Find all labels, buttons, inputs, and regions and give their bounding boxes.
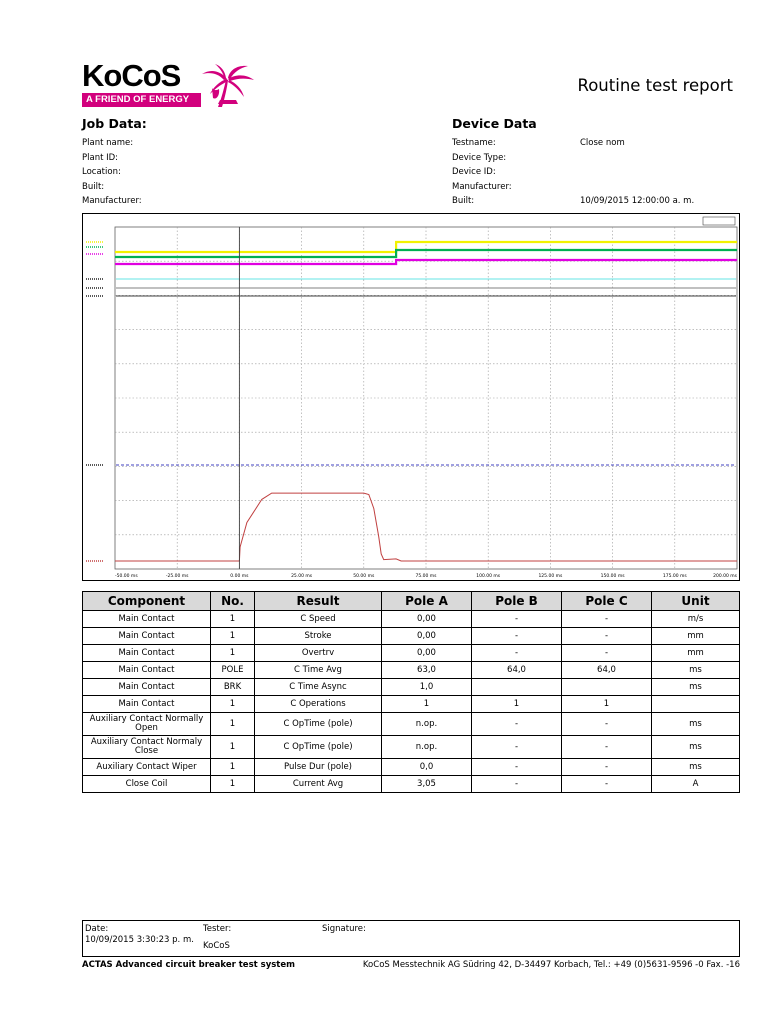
table-row [83,776,740,793]
field-row [452,151,740,166]
table-cell: 1 [211,645,255,662]
table-cell: ms [652,662,740,679]
field-row [452,180,740,195]
job-data-fields [82,136,382,209]
table-row [83,696,740,713]
field-row [82,151,382,166]
table-cell: A [652,776,740,793]
x-tick-label: 50.00 ms [353,574,375,579]
table-cell: - [562,713,652,736]
kocos-logo [82,58,254,108]
x-tick-label: 0.00 ms [230,574,249,579]
table-cell: - [472,776,562,793]
table-cell: C Speed [255,611,382,628]
field-row [82,180,382,195]
column-header: Pole C [562,592,652,611]
footer-signature-box [82,920,740,957]
field-label: Device ID: [452,167,496,177]
table-cell: 1 [382,696,472,713]
table-cell: 0,00 [382,611,472,628]
x-tick-label: 25.00 ms [291,574,313,579]
waveform-chart-svg [83,214,739,580]
table-row [83,713,740,736]
table-cell: 3,05 [382,776,472,793]
table-cell: C Time Async [255,679,382,696]
table-cell: Stroke [255,628,382,645]
table-cell: Main Contact [83,662,211,679]
field-row [82,136,382,151]
table-row [83,679,740,696]
table-cell: Auxiliary Contact Normally Open [83,713,211,736]
table-cell: - [562,736,652,759]
field-row [452,136,740,151]
table-cell: C OpTime (pole) [255,713,382,736]
logo-tagline: A FRIEND OF ENERGY [82,93,201,107]
table-cell: n.op. [382,713,472,736]
table-cell: n.op. [382,736,472,759]
table-row [83,662,740,679]
system-name: ACTAS Advanced circuit breaker test system [82,960,295,970]
table-cell: 1 [472,696,562,713]
table-cell [562,679,652,696]
tester-label: Tester: [203,924,232,934]
field-label: Device Type: [452,152,507,163]
field-row [452,194,740,209]
table-cell: 1 [211,776,255,793]
x-tick-label: 200.00 ms [713,574,737,579]
table-cell: 0,00 [382,645,472,662]
field-value: 10/09/2015 12:00:00 a. m. [580,196,695,206]
x-tick-label: 125.00 ms [538,574,563,579]
results-table-body [83,611,740,793]
table-cell: 1 [562,696,652,713]
x-tick-label: -25.00 ms [165,574,189,579]
column-header: Pole B [472,592,562,611]
table-cell: Main Contact [83,679,211,696]
field-value: Close nom [580,138,625,148]
x-tick-label: -50.00 ms [115,574,138,579]
table-cell: Main Contact [83,645,211,662]
tester-value: KoCoS [203,941,230,951]
x-tick-label: 175.00 ms [662,574,687,579]
table-cell: - [472,628,562,645]
report-title: Routine test report [577,76,733,95]
table-cell: 1 [211,696,255,713]
table-cell: - [472,736,562,759]
table-cell: C OpTime (pole) [255,736,382,759]
table-cell: - [472,645,562,662]
table-cell: ms [652,713,740,736]
table-cell: C Time Avg [255,662,382,679]
table-cell: m/s [652,611,740,628]
table-cell: mm [652,645,740,662]
x-tick-label: 75.00 ms [415,574,437,579]
table-cell: 64,0 [472,662,562,679]
table-cell: 1 [211,628,255,645]
column-header: Component [83,592,211,611]
table-row [83,611,740,628]
table-cell: - [562,611,652,628]
company-address: KoCoS Messtechnik AG Südring 42, D-34497 Korbach, Tel.: +49 (0)5631-9596 -0 Fax. -16 [362,960,740,970]
table-cell: ms [652,679,740,696]
table-cell: - [472,759,562,776]
waveform-chart [82,213,740,581]
table-cell: - [562,776,652,793]
table-cell: - [472,611,562,628]
table-cell: - [472,713,562,736]
x-tick-label: 100.00 ms [476,574,501,579]
results-table [82,591,740,793]
field-row [82,165,382,180]
table-cell: 1 [211,713,255,736]
device-data-fields [452,136,740,209]
table-cell: ms [652,736,740,759]
palm-tree-icon [200,64,256,108]
table-cell: - [562,759,652,776]
table-cell: mm [652,628,740,645]
date-value: 10/09/2015 3:30:23 p. m. [85,935,194,945]
column-header: Unit [652,592,740,611]
table-cell: Current Avg [255,776,382,793]
field-label: Location: [82,167,121,177]
table-cell: Auxiliary Contact Normaly Close [83,736,211,759]
date-label: Date: [85,924,109,934]
table-cell: Overtrv [255,645,382,662]
signature-label: Signature: [322,924,366,934]
table-row [83,759,740,776]
table-cell [652,696,740,713]
column-header: Pole A [382,592,472,611]
table-cell: 0,00 [382,628,472,645]
table-cell: 1,0 [382,679,472,696]
table-cell: Main Contact [83,611,211,628]
field-row [82,194,382,209]
table-cell: Pulse Dur (pole) [255,759,382,776]
table-cell: Close Coil [83,776,211,793]
table-row [83,645,740,662]
table-cell: 0,0 [382,759,472,776]
table-cell: 1 [211,611,255,628]
table-cell: Main Contact [83,696,211,713]
logo-wordmark: KoCoS [82,58,181,93]
table-cell: ms [652,759,740,776]
device-data-title: Device Data [452,116,537,131]
table-header-row [83,592,740,611]
field-label: Manufacturer: [82,196,142,206]
table-cell: 63,0 [382,662,472,679]
table-cell [472,679,562,696]
field-label: Plant ID: [82,152,119,163]
field-row [452,165,740,180]
field-label: Testname: [452,138,496,148]
field-label: Built: [452,196,475,206]
table-row [83,736,740,759]
table-cell: - [562,628,652,645]
job-data-title: Job Data: [82,116,147,131]
table-row [83,628,740,645]
x-tick-label: 150.00 ms [600,574,625,579]
field-label: Plant name: [82,138,134,148]
table-cell: - [562,645,652,662]
table-cell: Main Contact [83,628,211,645]
table-cell: 64,0 [562,662,652,679]
table-cell: C Operations [255,696,382,713]
column-header: Result [255,592,382,611]
table-cell: BRK [211,679,255,696]
field-label: Built: [82,181,105,192]
column-header: No. [211,592,255,611]
table-cell: Auxiliary Contact Wiper [83,759,211,776]
table-cell: POLE [211,662,255,679]
table-cell: 1 [211,759,255,776]
scale-indicator-box [703,217,735,225]
field-label: Manufacturer: [452,181,512,192]
table-cell: 1 [211,736,255,759]
